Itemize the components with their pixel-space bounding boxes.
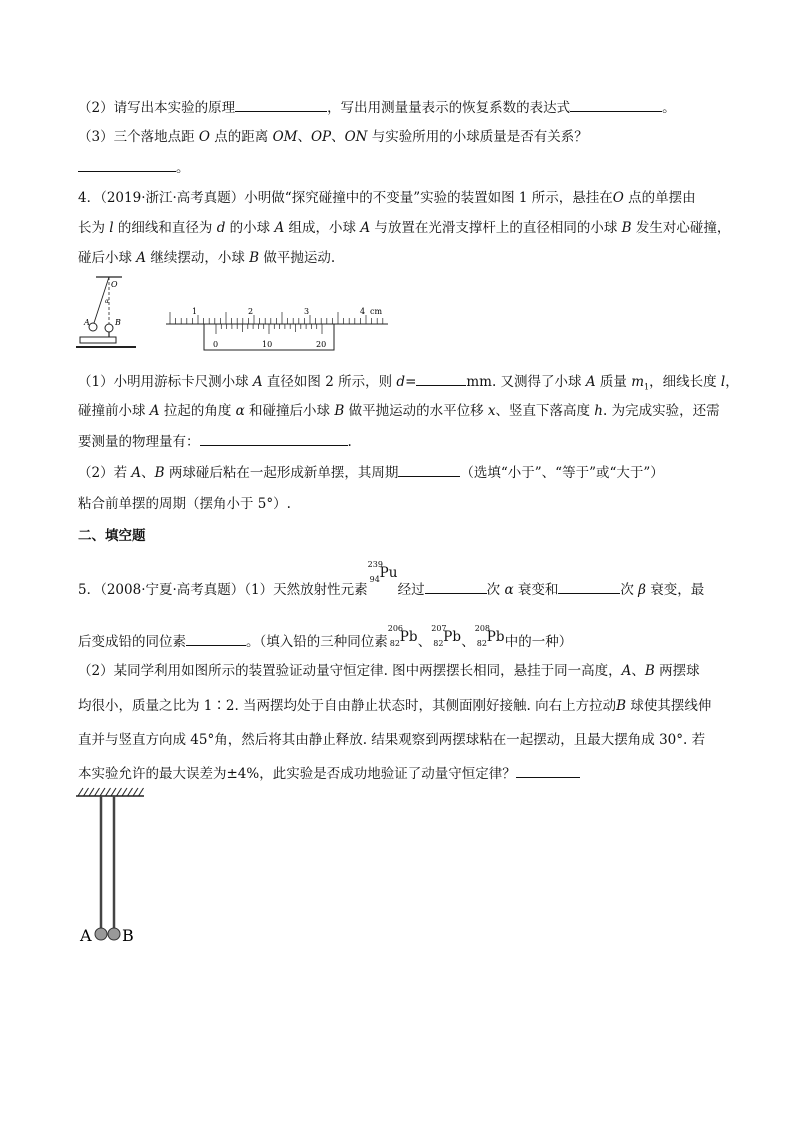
q4-text: ，	[725, 374, 739, 390]
var-A: A	[136, 250, 147, 266]
element-symbol: Pb	[486, 629, 505, 645]
q4-text: 两球碰后粘在一起形成新单摆，其周期	[164, 465, 399, 481]
verification-blank[interactable]	[516, 763, 580, 778]
hatch-mark	[139, 788, 144, 796]
element-symbol: Pu	[379, 565, 398, 581]
section-heading: 二、填空题	[78, 528, 146, 544]
hatch-mark	[111, 788, 116, 796]
q4-text: 继续摆动，小球	[146, 250, 250, 266]
q3-part2-text-b: ，写出用测量量表示的恢复系数的表达式	[327, 100, 571, 116]
var-O: O	[198, 129, 210, 145]
label-B: B	[115, 318, 121, 327]
main-tick-label: 2	[248, 307, 254, 316]
q4-part1-line3	[78, 431, 352, 452]
principle-blank[interactable]	[235, 97, 327, 112]
q4-text: .	[347, 434, 352, 450]
question-source: （2008·宁夏·高考真题）	[100, 582, 245, 598]
q4-text: 碰撞前小球	[78, 403, 150, 419]
label-alpha: α	[105, 298, 110, 305]
q4-text: （1）小明用游标卡尺测小球	[78, 374, 253, 390]
q4-line3	[78, 248, 335, 268]
hatch-mark	[106, 788, 111, 796]
vernier-tick-label: 20	[316, 340, 327, 349]
two-pendulums-figure	[74, 784, 154, 946]
ball-B	[105, 324, 113, 332]
q5-text: （2）某同学利用如图所示的装置验证动量守恒定律. 图中两摆摆长相同，悬挂于同一高度，	[78, 663, 622, 679]
var-B: B	[621, 220, 632, 236]
var-alpha: α	[235, 403, 245, 419]
q5-text: 经过	[397, 582, 425, 598]
label-A: A	[84, 318, 90, 327]
q4-text: 粘合前单摆的周期（摆角小于 5°）.	[78, 496, 291, 512]
q4-text: （选填“小于”、“等于”或“大于”）	[460, 465, 664, 481]
sep: 、	[461, 634, 475, 650]
var-A: A	[621, 663, 632, 679]
main-tick-label: 1	[192, 307, 198, 316]
q5-text: 均很小，质量之比为 1∶2. 当两摆均处于自由静止状态时，其侧面刚好接触. 向右上方拉动	[78, 698, 617, 714]
q3-part3-text-b: 点的距离	[209, 129, 273, 145]
q4-text: 拉起的角度	[159, 403, 236, 419]
q3-part3-answer-line	[78, 157, 190, 178]
var-l: l	[720, 374, 726, 390]
q4-part1-line1	[78, 371, 739, 398]
q4-text: 做平抛运动.	[259, 250, 336, 266]
restitution-blank[interactable]	[570, 97, 662, 112]
lead-isotope-blank[interactable]	[186, 631, 246, 646]
q5-text: 后变成铅的同位素	[78, 634, 186, 650]
var-B: B	[154, 465, 165, 481]
q5-text: 次	[486, 582, 505, 598]
atomic-number: 94	[369, 575, 380, 584]
var-d: d	[216, 220, 226, 236]
var-x: x	[487, 403, 496, 419]
q5-text: 中的一种）	[504, 634, 573, 650]
var-ON: ON	[344, 129, 368, 145]
q5-text: 衰变和	[513, 582, 559, 598]
main-scale-ticks	[170, 312, 388, 324]
atomic-number: 82	[433, 639, 444, 648]
label-O: O	[111, 280, 118, 289]
period-blank[interactable]	[398, 462, 460, 477]
hatch-mark	[117, 788, 122, 796]
q5-text: 两摆球	[654, 663, 700, 679]
label-A: A	[80, 926, 92, 945]
isotope-pb-206	[388, 624, 418, 652]
mass-number: 207	[431, 624, 447, 633]
label-B: B	[122, 926, 134, 945]
var-A: A	[149, 403, 160, 419]
q4-part2-line2	[78, 494, 291, 514]
ball-B	[108, 928, 120, 940]
hatch-mark	[128, 788, 133, 796]
q4-part1-line2	[78, 401, 720, 421]
var-B: B	[616, 698, 627, 714]
var-B: B	[644, 663, 655, 679]
mass-relation-blank[interactable]	[78, 157, 176, 172]
var-alpha: α	[504, 582, 514, 598]
q4-text: 小明做“探究碰撞中的不变量”实验的装置如图 1 所示，悬挂在	[244, 190, 613, 206]
main-tick-label: 3	[304, 307, 310, 316]
q3-part3-text: （3）三个落地点距	[78, 129, 199, 145]
ball-A	[95, 928, 107, 940]
var-A: A	[585, 374, 596, 390]
ball-A	[89, 323, 97, 331]
var-B: B	[249, 250, 260, 266]
q5-part2-line1	[78, 661, 700, 681]
q4-text: . 为完成实验，还需	[603, 403, 720, 419]
q4-text: 的小球	[225, 220, 275, 236]
q5-text: 。（填入铅的三种同位素	[246, 634, 388, 650]
unit-label: cm	[370, 307, 383, 316]
sep: 、	[297, 129, 311, 145]
support-stand	[80, 337, 116, 343]
q4-text: （2）若	[78, 465, 132, 481]
q5-line1	[78, 560, 704, 600]
vernier-tick-label: 0	[213, 340, 219, 349]
atomic-number: 82	[389, 639, 400, 648]
var-beta: β	[638, 582, 646, 598]
var-l: l	[109, 220, 114, 236]
atomic-number: 82	[476, 639, 487, 648]
hatch-mark	[133, 788, 138, 796]
isotope-pu-239	[368, 560, 398, 588]
q3-part3-line	[78, 127, 588, 147]
q5-text: 次	[620, 582, 639, 598]
q4-text: 做平抛运动的水平位移	[344, 403, 488, 419]
q4-text: 碰后小球	[78, 250, 137, 266]
var-OM: OM	[272, 129, 298, 145]
sep: 、	[417, 634, 432, 650]
equals: =	[405, 374, 417, 390]
q4-text: 直径如图 2 所示，则	[262, 374, 397, 390]
element-symbol: Pb	[399, 629, 418, 645]
q4-line1	[78, 188, 696, 208]
var-m: m	[631, 374, 645, 390]
q3-part2-text: （2）请写出本实验的原理	[78, 100, 236, 116]
quantities-blank[interactable]	[200, 431, 348, 446]
q5-text: 球使其摆线伸	[626, 698, 712, 714]
q5-part2-line3	[78, 730, 705, 750]
question-source: （2019·浙江·高考真题）	[100, 190, 245, 206]
alpha-decay-blank[interactable]	[425, 579, 487, 594]
q5-text: 衰变，最	[645, 582, 705, 598]
ceiling-hatching	[78, 788, 144, 796]
q4-text: ，细线长度	[649, 374, 721, 390]
q4-text: mm. 又测得了小球	[466, 374, 586, 390]
q4-text: 、竖直下落高度	[495, 403, 595, 419]
hatch-mark	[95, 788, 100, 796]
var-A: A	[131, 465, 142, 481]
mass-number: 208	[474, 624, 491, 633]
hatch-mark	[78, 788, 83, 796]
main-tick-label: 4	[360, 307, 366, 316]
var-h: h	[594, 403, 603, 419]
hatch-mark	[84, 788, 89, 796]
q3-end: 。	[176, 160, 190, 176]
diameter-blank[interactable]	[416, 371, 466, 386]
q5-line2	[78, 624, 572, 652]
var-A: A	[252, 374, 263, 390]
q5-part2-line2	[78, 696, 711, 716]
vernier-tick-label: 10	[262, 340, 273, 349]
isotope-pb-207	[431, 624, 461, 652]
q4-text: 与放置在光滑支撑杆上的直径相同的小球	[370, 220, 622, 236]
var-d: d	[396, 374, 406, 390]
q4-text: 点的单摆由	[623, 190, 696, 206]
q4-text: 发生对心碰撞，	[631, 220, 731, 236]
pendulum-figure-1	[76, 275, 156, 355]
isotope-pb-208	[475, 624, 505, 652]
q4-text: 质量	[595, 374, 632, 390]
question-number: 4．	[78, 190, 101, 206]
q4-part2-line1	[78, 462, 664, 483]
var-OP: OP	[310, 129, 332, 145]
var-A: A	[360, 220, 371, 236]
mass-number: 206	[387, 624, 404, 633]
q4-text: 组成，小球	[284, 220, 361, 236]
hatch-mark	[89, 788, 94, 796]
element-symbol: Pb	[443, 629, 461, 645]
q4-line2	[78, 218, 730, 238]
q3-period: 。	[662, 100, 676, 116]
q4-text: 长为	[78, 220, 110, 236]
q4-text: 要测量的物理量有：	[78, 434, 200, 450]
q5-text: （1）天然放射性元素	[244, 582, 368, 598]
vernier-caliper-figure-2	[166, 302, 388, 356]
q5-text: 本实验允许的最大误差为±4%，此实验是否成功地验证了动量守恒定律？	[78, 766, 516, 782]
q5-text: 直并与竖直方向成 45°角，然后将其由静止释放. 结果观察到两摆球粘在一起摆动，且最大摆角成 30°. 若	[78, 732, 706, 748]
hatch-mark	[100, 788, 105, 796]
q4-text: 的细线和直径为	[113, 220, 217, 236]
question-number: 5．	[78, 582, 101, 598]
mass-number: 239	[367, 560, 383, 569]
hatch-mark	[122, 788, 127, 796]
q3-part2-line	[78, 97, 676, 118]
q3-part3-text-c: 与实验所用的小球质量是否有关系？	[367, 129, 588, 145]
subscript: 1	[644, 382, 650, 392]
var-B: B	[334, 403, 345, 419]
sep: 、	[631, 663, 645, 679]
beta-decay-blank[interactable]	[558, 579, 620, 594]
var-O: O	[612, 190, 624, 206]
var-A: A	[274, 220, 285, 236]
sep: 、	[331, 129, 345, 145]
q4-text: 和碰撞后小球	[244, 403, 335, 419]
q5-part2-line4	[78, 763, 580, 784]
sep: 、	[141, 465, 155, 481]
